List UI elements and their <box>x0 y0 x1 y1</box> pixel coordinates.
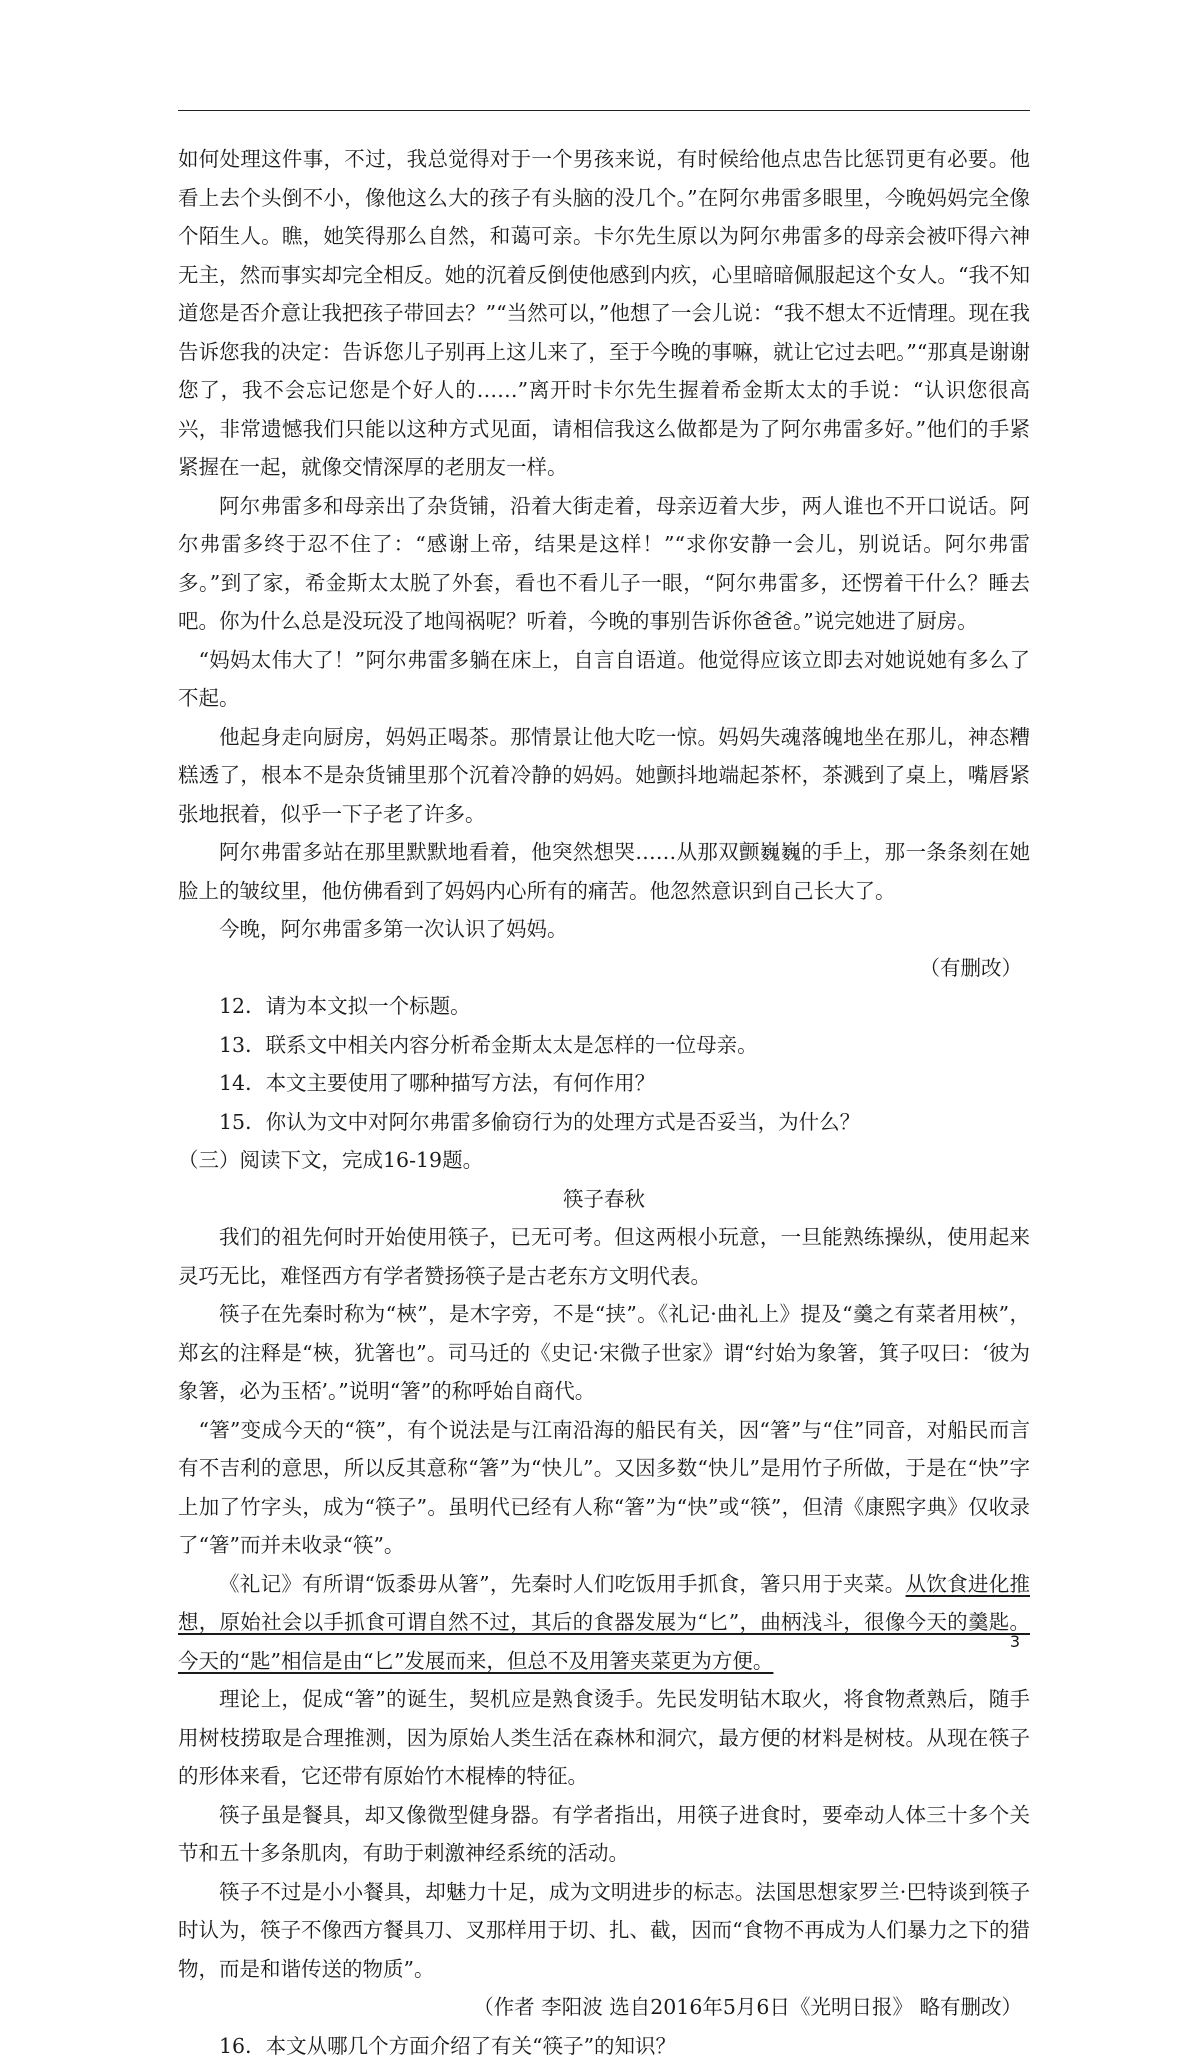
story-paragraph-2: 阿尔弗雷多和母亲出了杂货铺，沿着大街走着，母亲迈着大步，两人谁也不开口说话。阿尔弗雷多终于忍不住了：“感谢上帝，结果是这样！”“求你安静一会儿，别说话。阿尔弗雷多。”到了家，希金斯太太脱了外套，看也不看儿子一眼，“阿尔弗雷多，还愣着干什么？睡去吧。你为什么总是没玩没了地闯祸呢？听着，今晚的事别告诉你爸爸。”说完她进了厨房。 <box>178 487 1030 641</box>
page-number: 3 <box>1010 1632 1020 1651</box>
page-content <box>178 140 1030 2065</box>
question-13: 13．联系文中相关内容分析希金斯太太是怎样的一位母亲。 <box>178 1026 1030 1065</box>
article-paragraph-7: 筷子不过是小小餐具，却魅力十足，成为文明进步的标志。法国思想家罗兰·巴特谈到筷子时认为，筷子不像西方餐具刀、叉那样用于切、扎、截，因而“食物不再成为人们暴力之下的猎物，而是和谐传送的物质”。 <box>178 1873 1030 1989</box>
article-paragraph-2: 筷子在先秦时称为“梜”，是木字旁，不是“挟”。《礼记·曲礼上》提及“羹之有菜者用梜”，郑玄的注释是“梜，犹箸也”。司马迁的《史记·宋微子世家》谓“纣始为象箸，箕子叹曰：‘彼为象箸，必为玉桮’。”说明“箸”的称呼始自商代。 <box>178 1295 1030 1411</box>
section-3-heading: （三）阅读下文，完成16-19题。 <box>178 1141 1030 1180</box>
article-paragraph-4-text: 《礼记》有所谓“饭黍毋从箸”，先秦时人们吃饭用手抓食，箸只用于夹菜。 <box>219 1572 906 1596</box>
question-14: 14．本文主要使用了哪种描写方法，有何作用？ <box>178 1064 1030 1103</box>
story-paragraph-4: 他起身走向厨房，妈妈正喝茶。那情景让他大吃一惊。妈妈失魂落魄地坐在那儿，神态糟糕透了，根本不是杂货铺里那个沉着冷静的妈妈。她颤抖地端起茶杯，茶溅到了桌上，嘴唇紧张地抿着，似乎一下子老了许多。 <box>178 718 1030 834</box>
story-paragraph-1: 如何处理这件事，不过，我总觉得对于一个男孩来说，有时候给他点忠告比惩罚更有必要。他看上去个头倒不小，像他这么大的孩子有头脑的没几个。”在阿尔弗雷多眼里，今晚妈妈完全像个陌生人。瞧，她笑得那么自然，和蔼可亲。卡尔先生原以为阿尔弗雷多的母亲会被吓得六神无主，然而事实却完全相反。她的沉着反倒使他感到内疚，心里暗暗佩服起这个女人。“我不知道您是否介意让我把孩子带回去？”“当然可以，”他想了一会儿说：“我不想太不近情理。现在我告诉您我的决定：告诉您儿子别再上这儿来了，至于今晚的事嘛，就让它过去吧。”“那真是谢谢您了，我不会忘记您是个好人的……”离开时卡尔先生握着希金斯太太的手说：“认识您很高兴，非常遗憾我们只能以这种方式见面，请相信我这么做都是为了阿尔弗雷多好。”他们的手紧紧握在一起，就像交情深厚的老朋友一样。 <box>178 140 1030 487</box>
header-rule <box>178 110 1030 111</box>
question-12: 12．请为本文拟一个标题。 <box>178 987 1030 1026</box>
article-paragraph-3: “箸”变成今天的“筷”，有个说法是与江南沿海的船民有关，因“箸”与“住”同音，对船民而言有不吉利的意思，所以反其意称“箸”为“快儿”。又因多数“快儿”是用竹子所做，于是在“快”字上加了竹字头，成为“筷子”。虽明代已经有人称“箸”为“快”或“筷”，但清《康熙字典》仅收录了“箸”而并未收录“筷”。 <box>178 1411 1030 1565</box>
question-15: 15．你认为文中对阿尔弗雷多偷窃行为的处理方式是否妥当，为什么？ <box>178 1103 1030 1142</box>
article-paragraph-6: 筷子虽是餐具，却又像微型健身器。有学者指出，用筷子进食时，要牵动人体三十多个关节和五十多条肌肉，有助于刺激神经系统的活动。 <box>178 1796 1030 1873</box>
article-title: 筷子春秋 <box>178 1180 1030 1219</box>
story-paragraph-5: 阿尔弗雷多站在那里默默地看着，他突然想哭……从那双颤巍巍的手上，那一条条刻在她脸上的皱纹里，他仿佛看到了妈妈内心所有的痛苦。他忽然意识到自己长大了。 <box>178 833 1030 910</box>
article-paragraph-1: 我们的祖先何时开始使用筷子，已无可考。但这两根小玩意，一旦能熟练操纵，使用起来灵巧无比，难怪西方有学者赞扬筷子是古老东方文明代表。 <box>178 1218 1030 1295</box>
story-edit-note: （有删改） <box>178 949 1030 988</box>
article-paragraph-5: 理论上，促成“箸”的诞生，契机应是熟食烫手。先民发明钻木取火，将食物煮熟后，随手用树枝捞取是合理推测，因为原始人类生活在森林和洞穴，最方便的材料是树枝。从现在筷子的形体来看，它还带有原始竹木棍棒的特征。 <box>178 1680 1030 1796</box>
question-16: 16．本文从哪几个方面介绍了有关“筷子”的知识？ <box>178 2027 1030 2065</box>
underlined-passage: 从饮食进化推想，原始社会以手抓食可谓自然不过，其后的食器发展为“匕”，曲柄浅斗，很像今天的羹匙。今天的“匙”相信是由“匕”发展而来，但总不及用箸夹菜更为方便。 <box>178 1572 1030 1673</box>
story-paragraph-3: “妈妈太伟大了！”阿尔弗雷多躺在床上，自言自语道。他觉得应该立即去对她说她有多么了不起。 <box>178 641 1030 718</box>
story-paragraph-6: 今晚，阿尔弗雷多第一次认识了妈妈。 <box>178 910 1030 949</box>
article-source: （作者 李阳波 选自2016年5月6日《光明日报》 略有删改） <box>178 1988 1030 2027</box>
article-paragraph-4 <box>178 1565 1030 1681</box>
